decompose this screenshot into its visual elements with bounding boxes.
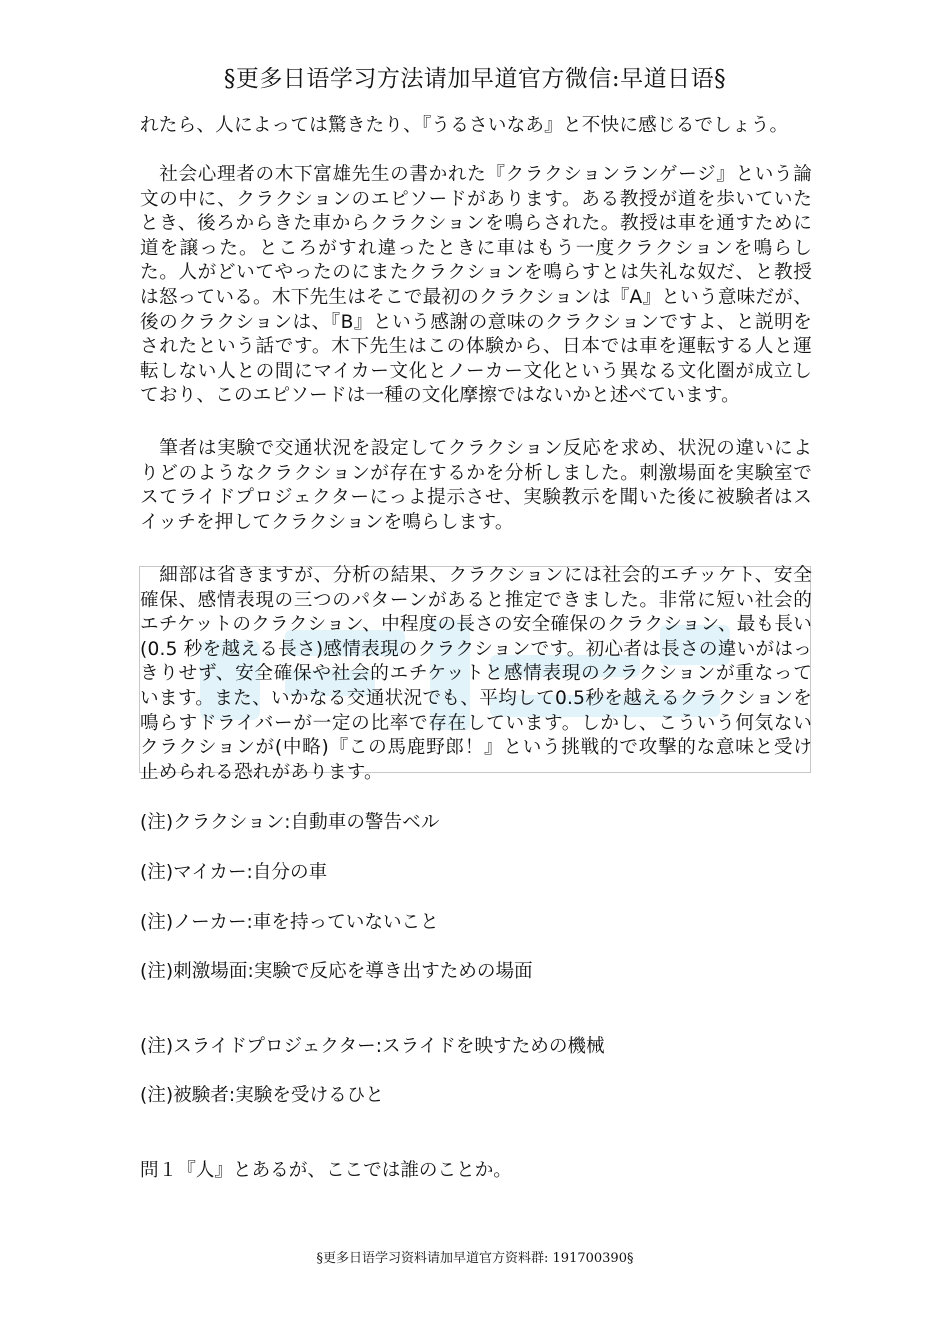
question-1: 問１『人』とあるが、ここでは誰のことか。 bbox=[140, 1160, 512, 1181]
paragraph-analysis: 細部は省きますが、分析の結果、クラクションには社会的エチッケト、安全確保、感情表現の三つのパターンがあると推定できました。非常に短い社会的エチケットのクラクション、中程度の長さの安全確保のクラクション、最も長い(0.5 秒を越える長さ)感情表現のクラクションです。初心者は長さの違いがはっきりせず、安全確保や社会的エチケットと感情表現のクラクションが重なっています。また、いかなる交通状況でも、平均して0.5秒を越えるクラクションを鳴らすドライバーが一定の比率で存在しています。しかし、こういう何気ないクラクションが(中略)『この馬鹿野郎！』という挑戦的で攻撃的な意味と受け止められる恐れがあります。 bbox=[140, 565, 812, 783]
paragraph-anecdote: 社会心理者の木下富雄先生の書かれた『クラクションランゲージ』という論文の中に、クラクションのエピソードがあります。ある教授が道を歩いていたとき、後ろからきた車からクラクションを鳴らされた。教授は車を通すために道を譲った。ところがすれ違ったときに車はもう一度クラクションを鳴らした。人がどいてやったのにまたクラクションを鳴らすとは失礼な奴だ、と教授は怒っている。木下先生はそこで最初のクラクションは『A』という意味だが、後のクラクションは、『B』という感謝の意味のクラクションですよ、と説明をされたという話です。木下先生はこの体験から、日本では車を運転する人と運転しない人との間にマイカー文化とノーカー文化という異なる文化圏が成立しており、このエピソードは一種の文化摩擦ではないかと述べています。 bbox=[140, 164, 812, 407]
note-subject: (注)被験者:実験を受けるひと bbox=[140, 1085, 384, 1106]
note-no-car: (注)ノーカー:車を持っていないこと bbox=[140, 912, 439, 933]
page-header: §更多日语学习方法请加早道官方微信:早道日语§ bbox=[223, 66, 727, 92]
paragraph-experiment: 筆者は実験で交通状況を設定してクラクション反応を求め、状況の違いによりどのようなクラクションが存在するかを分析しました。刺激場面を実験室でスてライドプロジェクターにっよ提示させ、実験教示を聞いた後に被験者はスイッチを押してクラクションを鳴らします。 bbox=[140, 438, 812, 533]
note-slide-projector: (注)スライドプロジェクター:スライドを映すための機械 bbox=[140, 1036, 605, 1057]
note-stimulus-scene: (注)刺激場面:実験で反応を導き出すための場面 bbox=[140, 961, 533, 982]
paragraph-continuation: れたら、人によっては驚きたり、『うるさいなあ』と不快に感じるでしょう。 bbox=[140, 115, 789, 136]
note-klaxon: (注)クラクション:自動車の警告ベル bbox=[140, 812, 440, 833]
page-footer: §更多日语学习资料请加早道官方资料群: 191700390§ bbox=[316, 1251, 634, 1266]
note-my-car: (注)マイカー:自分の車 bbox=[140, 862, 328, 883]
